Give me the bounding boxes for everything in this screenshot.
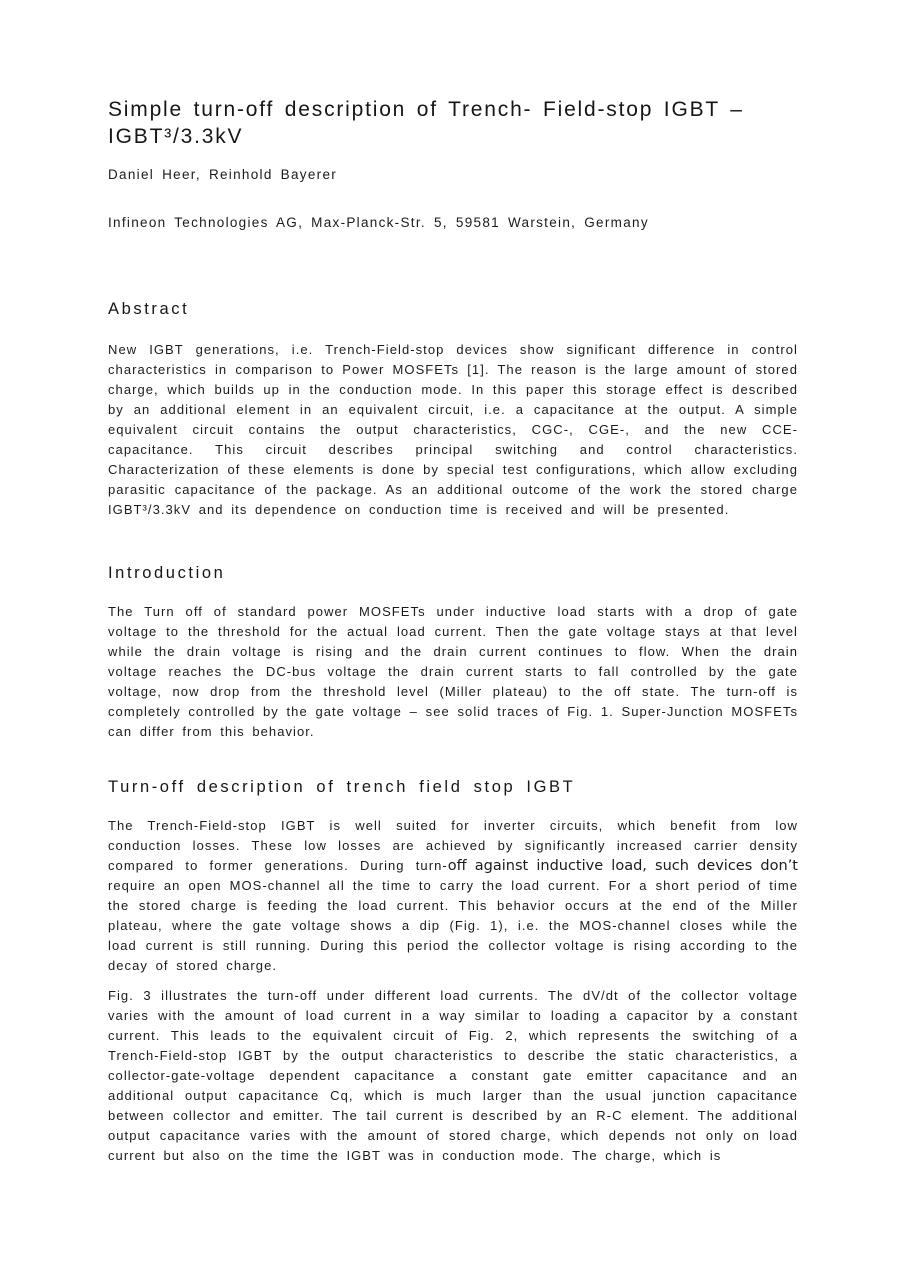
abstract-heading: Abstract: [108, 300, 190, 318]
turnoff-section-heading: Turn-off description of trench field stop IGBT: [108, 778, 576, 796]
abstract-paragraph: New IGBT generations, i.e. Trench-Field-stop devices show significant difference in control characteristics in comparison to Power MOSFETs [1]. The reason is the large amount of stored charge, which builds up in the conduction mode. In this paper this storage effect is described by an additional element in an equivalent circuit, i.e. a capacitance at the output. A simple equivalent circuit contains the output characteristics, CGC-, CGE-, and the new CCE-capacitance. This circuit describes principal switching and control characteristics. Characterization of these elements is done by special test configurations, which allow excluding parasitic capacitance of the package. As an additional outcome of the work the stored charge IGBT³/3.3kV and its dependence on conduction time is received and will be presented.: [108, 342, 798, 517]
introduction-heading: Introduction: [108, 564, 226, 582]
turnoff-paragraph-1-part1: The Trench-Field-stop IGBT is well suited for inverter circuits, which benefit from low conduction losses. These low losses are achieved by significantly increased carrier density compared to former generations. During turn-: [108, 818, 798, 873]
affiliation-line: Infineon Technologies AG, Max-Planck-Str. 5, 59581 Warstein, Germany: [108, 215, 649, 230]
paper-title: [108, 96, 798, 150]
introduction-paragraph: The Turn off of standard power MOSFETs under inductive load starts with a drop of gate voltage to the threshold for the actual load current. Then the gate voltage stays at that level while the drain voltage is rising and the drain current continues to flow. When the drain voltage reaches the DC-bus voltage the drain current starts to fall controlled by the gate voltage, now drop from the threshold level (Miller plateau) to the off state. The turn-off is completely controlled by the gate voltage – see solid traces of Fig. 1. Super-Junction MOSFETs can differ from this behavior.: [108, 604, 798, 739]
turnoff-paragraph-2: Fig. 3 illustrates the turn-off under different load currents. The dV/dt of the collector voltage varies with the amount of load current in a way similar to loading a capacitor by a constant current. This leads to the equivalent circuit of Fig. 2, which represents the switching of a Trench-Field-stop IGBT by the output characteristics to describe the static characteristics, a collector-gate-voltage dependent capacitance a constant gate emitter capacitance and an additional output capacitance Cq, which is much larger than the usual junction capacitance between collector and emitter. The tail current is described by an R-C element. The additional output capacitance varies with the amount of stored charge, which depends not only on load current but also on the time the IGBT was in conduction mode. The charge, which is: [108, 988, 798, 1163]
paper-title-line1: Simple turn-off description of Trench- Field-stop IGBT –: [108, 98, 744, 121]
paper-title-line2: IGBT³/3.3kV: [108, 125, 244, 148]
turnoff-paragraph-1-part2: require an open MOS-channel all the time to carry the load current. For a short period of time the stored charge is feeding the load current. This behavior occurs at the end of the Miller plateau, where the gate voltage shows a dip (Fig. 1), i.e. the MOS-channel closes while the load current is still running. During this period the collector voltage is rising according to the decay of stored charge.: [108, 878, 798, 973]
turnoff-paragraph-1: [108, 816, 798, 976]
authors-line: Daniel Heer, Reinhold Bayerer: [108, 167, 338, 182]
turnoff-paragraph-1-altfont-segment: off against inductive load, such devices don’t: [447, 858, 798, 874]
